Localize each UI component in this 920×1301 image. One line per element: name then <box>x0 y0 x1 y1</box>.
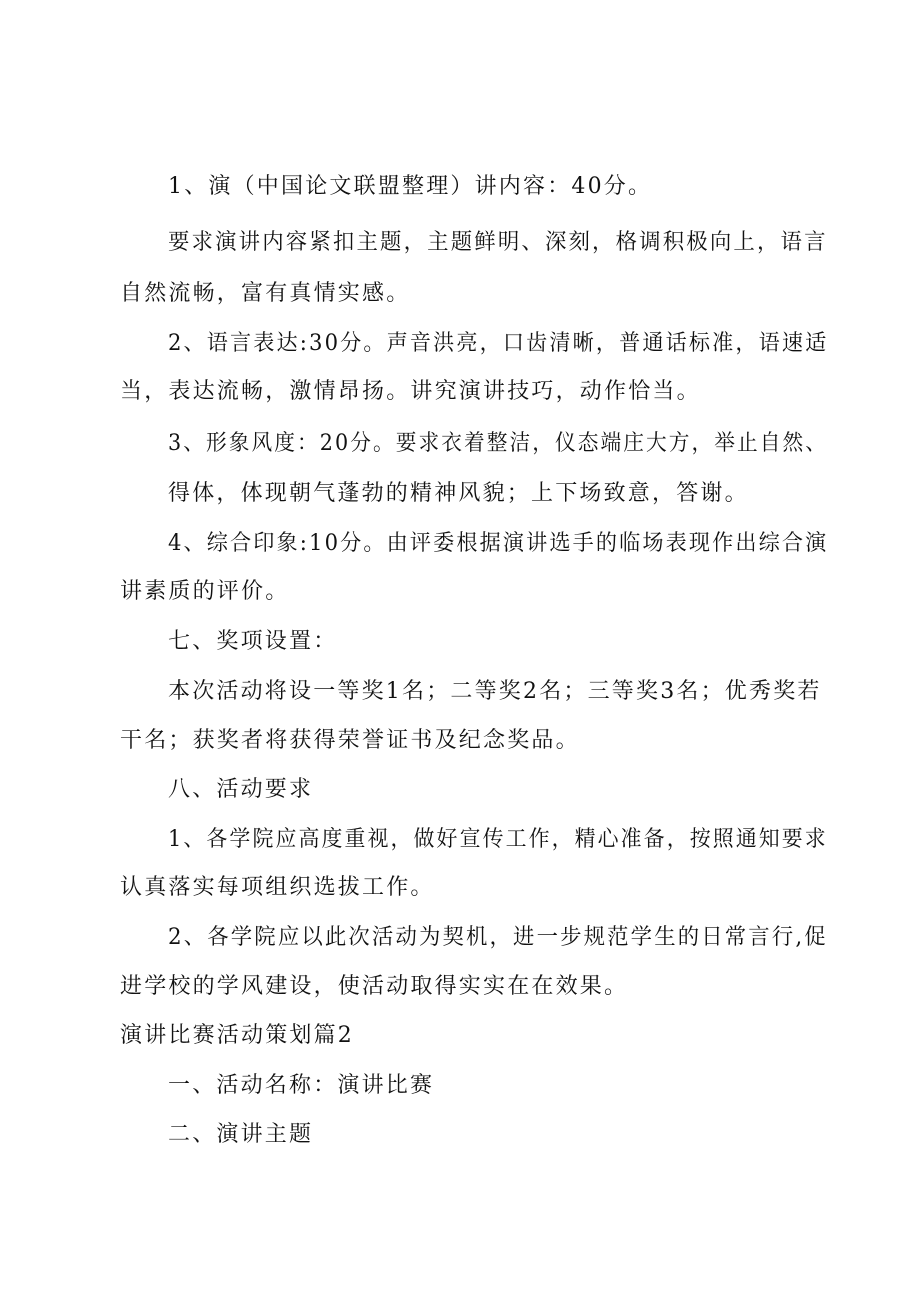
section-heading-activity-name: 一、活动名称：演讲比赛 <box>168 1073 435 1098</box>
text-line-16: 2、各学院应以此次活动为契机，进一步规范学生的日常言行,促 <box>168 925 828 950</box>
text-line-17: 进学校的学风建设，使活动取得实实在在效果。 <box>120 974 629 999</box>
text-line-12: 干名；获奖者将获得荣誉证书及纪念奖品。 <box>120 728 580 753</box>
article-title: 演讲比赛活动策划篇2 <box>120 1023 354 1048</box>
section-heading-requirements: 八、活动要求 <box>168 777 314 802</box>
text-line-9: 讲素质的评价。 <box>120 579 290 604</box>
text-line-6: 3、形象风度：20分。要求衣着整洁，仪态端庄大方，举止自然、 <box>168 431 829 456</box>
text-line-5: 当，表达流畅，激情昂扬。讲究演讲技巧，动作恰当。 <box>120 379 701 404</box>
text-line-1: 1、演（中国论文联盟整理）讲内容：40分。 <box>168 174 653 199</box>
text-line-7: 得体，体现朝气蓬勃的精神风貌；上下场致意，答谢。 <box>168 481 749 506</box>
text-line-2: 要求演讲内容紧扣主题，主题鲜明、深刻，格调积极向上，语言 <box>168 230 828 255</box>
text-line-4: 2、语言表达:30分。声音洪亮，口齿清晰，普通话标准，语速适 <box>168 331 829 356</box>
text-line-14: 1、各学院应高度重视，做好宣传工作，精心准备，按照通知要求 <box>168 827 828 852</box>
text-line-15: 认真落实每项组织选拔工作。 <box>120 875 435 900</box>
text-line-8: 4、综合印象:10分。由评委根据演讲选手的临场表现作出综合演 <box>168 531 829 556</box>
text-line-11: 本次活动将设一等奖1名；二等奖2名；三等奖3名；优秀奖若 <box>168 679 822 704</box>
section-heading-theme: 二、演讲主题 <box>168 1122 314 1147</box>
text-line-3: 自然流畅，富有真情实感。 <box>120 281 411 306</box>
section-heading-awards: 七、奖项设置： <box>168 629 338 654</box>
